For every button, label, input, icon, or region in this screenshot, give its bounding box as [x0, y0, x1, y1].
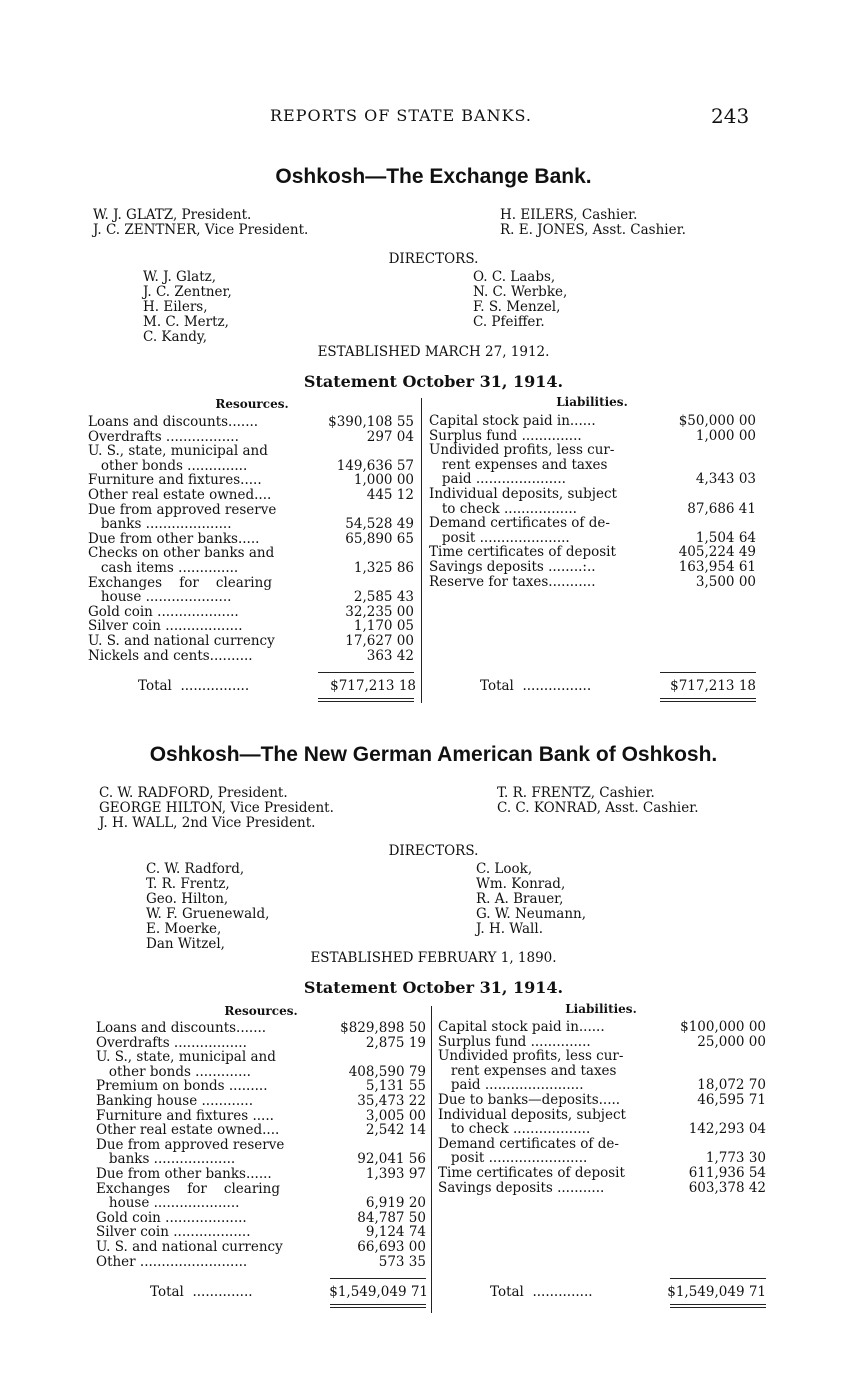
row-label: U. S., state, municipal and	[88, 443, 268, 460]
row-amount: 84,787 50	[357, 1209, 426, 1226]
row-label: Other real estate owned....	[88, 487, 272, 503]
row-amount: 163,954 61	[678, 559, 756, 575]
row-amount: 1,000 00	[353, 472, 414, 489]
row-label: paid .....................	[429, 471, 566, 488]
row-label: Time certificates of deposit	[438, 1165, 625, 1181]
row-amount: 5,131 55	[365, 1078, 426, 1095]
row-amount: 297 04	[366, 428, 414, 445]
double-rule	[330, 1307, 426, 1308]
director: E. Moerke,	[146, 921, 222, 937]
row-label: Other .........................	[96, 1253, 248, 1270]
bank2-officers-right	[497, 786, 699, 816]
column-divider	[431, 1006, 432, 1313]
row-amount: 17,627 00	[345, 633, 414, 649]
row-amount: 1,504 64	[695, 529, 756, 546]
row-label: Savings deposits ...........	[438, 1179, 605, 1196]
row-label: Exchanges for clearing	[96, 1180, 280, 1197]
double-rule	[330, 1304, 426, 1305]
row-label: Other real estate owned....	[96, 1122, 280, 1139]
row-label: Banking house ............	[96, 1093, 254, 1109]
row-amount: $829,898 50	[340, 1020, 426, 1036]
bank2-directors-right	[476, 862, 586, 937]
row-label: Gold coin ...................	[96, 1209, 247, 1226]
row-label: Undivided profits, less cur-	[429, 442, 615, 459]
officer: J. C. ZENTNER, Vice President.	[93, 222, 309, 238]
double-rule	[670, 1304, 766, 1305]
director: C. Look,	[476, 861, 533, 877]
director: N. C. Werbke,	[473, 284, 568, 300]
row-amount: 1,325 86	[353, 560, 414, 576]
row-amount: 573 35	[378, 1253, 426, 1270]
row-label: Overdrafts .................	[96, 1034, 247, 1051]
row-label: Silver coin ..................	[88, 618, 243, 635]
double-rule	[670, 1307, 766, 1308]
director: R. A. Brauer,	[476, 891, 564, 907]
director: J. C. Zentner,	[143, 284, 232, 300]
bank1-directors-right	[473, 270, 567, 330]
row-amount: 408,590 79	[348, 1063, 426, 1080]
total-amount: $1,549,049 71	[329, 1284, 428, 1300]
row-amount: 2,585 43	[353, 589, 414, 606]
row-amount: 142,293 04	[688, 1121, 766, 1138]
bank2-officers-left	[99, 786, 334, 831]
row-amount: 87,686 41	[687, 500, 756, 517]
row-label: Gold coin ...................	[88, 603, 239, 620]
row-label: banks ....................	[88, 516, 232, 533]
row-label: Capital stock paid in......	[429, 413, 596, 429]
row-label: U. S. and national currency	[88, 633, 275, 649]
row-amount: 35,473 22	[357, 1093, 426, 1109]
row-label: Overdrafts .................	[88, 428, 239, 445]
row-label: Nickels and cents..........	[88, 647, 253, 664]
director: O. C. Laabs,	[473, 269, 556, 285]
total-amount: $717,213 18	[330, 678, 416, 694]
row-label: cash items ..............	[88, 560, 239, 576]
row-label: Due to banks—deposits.....	[438, 1092, 621, 1108]
bank2-directors-left	[146, 862, 269, 952]
officer: R. E. JONES, Asst. Cashier.	[500, 222, 686, 238]
row-amount: 25,000 00	[697, 1033, 766, 1050]
row-amount: $50,000 00	[678, 413, 756, 429]
row-amount: 363 42	[366, 647, 414, 664]
bank1-liabilities-heading: Liabilities.	[556, 395, 628, 409]
bank1-resources-heading: Resources.	[215, 397, 289, 411]
officer: H. EILERS, Cashier.	[500, 207, 638, 223]
bank1-directors-left	[143, 270, 232, 345]
bank1-officers-right	[500, 208, 686, 238]
row-amount: 405,224 49	[678, 544, 756, 561]
director: T. R. Frentz,	[146, 876, 230, 892]
row-amount: $100,000 00	[680, 1019, 766, 1035]
bank2-statement-title: Statement October 31, 1914.	[303, 978, 564, 997]
page-number: 243	[711, 104, 750, 128]
row-label: Due from approved reserve	[96, 1136, 285, 1153]
row-amount: 1,000 00	[695, 427, 756, 444]
row-label: Due from other banks......	[96, 1166, 272, 1182]
row-amount: 2,542 14	[365, 1122, 426, 1139]
row-amount: 32,235 00	[345, 603, 414, 620]
row-label: to check .................	[429, 500, 577, 517]
row-label: posit .....................	[429, 529, 570, 546]
row-amount: 1,393 97	[365, 1166, 426, 1182]
row-label: Surplus fund ..............	[438, 1033, 591, 1050]
total-label: Total ..............	[490, 1284, 593, 1300]
row-amount: 611,936 54	[688, 1165, 766, 1181]
rule	[318, 672, 414, 673]
row-label: Checks on other banks and	[88, 545, 275, 562]
director: M. C. Mertz,	[143, 314, 229, 330]
row-label: Demand certificates of de-	[438, 1135, 619, 1152]
row-label: Demand certificates of de-	[429, 515, 610, 532]
double-rule	[318, 698, 414, 699]
double-rule	[318, 701, 414, 702]
row-amount: 1,773 30	[705, 1150, 766, 1167]
rule	[660, 672, 756, 673]
row-amount: 65,890 65	[345, 530, 414, 547]
bank2-established: ESTABLISHED FEBRUARY 1, 1890.	[310, 950, 557, 966]
row-label: paid .......................	[438, 1077, 584, 1094]
total-label: Total ..............	[150, 1284, 253, 1300]
director: W. J. Glatz,	[143, 269, 217, 285]
bank1-title: Oshkosh—The Exchange Bank.	[275, 165, 592, 188]
row-amount: 2,875 19	[365, 1034, 426, 1051]
row-amount: 3,500 00	[695, 573, 756, 590]
bank1-officers-left	[93, 208, 308, 238]
running-title: REPORTS OF STATE BANKS.	[270, 106, 533, 125]
row-amount: 1,170 05	[353, 618, 414, 635]
row-label: house ....................	[88, 589, 232, 606]
officer: J. H. WALL, 2nd Vice President.	[99, 815, 316, 831]
row-amount: 149,636 57	[336, 457, 414, 474]
column-divider	[421, 398, 422, 703]
director: F. S. Menzel,	[473, 299, 561, 315]
row-label: Exchanges for clearing	[88, 574, 272, 591]
row-amount: 3,005 00	[365, 1107, 426, 1124]
director: H. Eilers,	[143, 299, 208, 315]
row-label: posit .......................	[438, 1150, 588, 1167]
total-amount: $1,549,049 71	[667, 1284, 766, 1300]
bank1-directors-heading: DIRECTORS.	[388, 251, 479, 267]
bank2-title: Oshkosh—The New German American Bank of Oshkosh.	[149, 743, 718, 766]
row-amount: 6,919 20	[365, 1195, 426, 1212]
officer: W. J. GLATZ, President.	[93, 207, 252, 223]
row-label: Loans and discounts.......	[96, 1020, 267, 1036]
director: Geo. Hilton,	[146, 891, 229, 907]
row-label: Capital stock paid in......	[438, 1019, 605, 1035]
row-label: Time certificates of deposit	[429, 544, 616, 561]
row-label: banks ...................	[96, 1151, 236, 1168]
row-amount: 92,041 56	[357, 1151, 426, 1168]
row-label: Premium on bonds .........	[96, 1078, 268, 1095]
director: C. Pfeiffer.	[473, 314, 545, 330]
officer: C. C. KONRAD, Asst. Cashier.	[497, 800, 699, 816]
row-amount: 603,378 42	[688, 1179, 766, 1196]
row-label: Silver coin ..................	[96, 1224, 251, 1241]
row-amount: 9,124 74	[365, 1224, 426, 1241]
row-label: Individual deposits, subject	[429, 486, 617, 502]
bank2-liabilities-heading: Liabilities.	[565, 1002, 637, 1016]
bank2-resources-heading: Resources.	[224, 1004, 298, 1018]
officer: T. R. FRENTZ, Cashier.	[497, 785, 655, 801]
row-amount: 66,693 00	[357, 1239, 426, 1255]
row-label: Due from approved reserve	[88, 501, 277, 518]
director: C. Kandy,	[143, 329, 208, 345]
director: Wm. Konrad,	[476, 876, 566, 892]
row-amount: 54,528 49	[345, 516, 414, 533]
double-rule	[660, 698, 756, 699]
director: J. H. Wall.	[476, 921, 543, 937]
bank2-directors-heading: DIRECTORS.	[388, 843, 479, 859]
row-label: house ....................	[96, 1195, 240, 1212]
director: C. W. Radford,	[146, 861, 245, 877]
row-label: Individual deposits, subject	[438, 1106, 626, 1123]
row-label: rent expenses and taxes	[438, 1062, 617, 1079]
page-header	[0, 106, 867, 130]
rule	[670, 1278, 766, 1279]
row-label: U. S., state, municipal and	[96, 1049, 276, 1066]
rule	[330, 1278, 426, 1279]
director: W. F. Gruenewald,	[146, 906, 270, 922]
officer: C. W. RADFORD, President.	[99, 785, 288, 801]
director: G. W. Neumann,	[476, 906, 587, 922]
row-amount: 46,595 71	[697, 1092, 766, 1108]
row-label: U. S. and national currency	[96, 1239, 283, 1255]
row-label: other bonds ..............	[88, 457, 248, 474]
row-label: Surplus fund ..............	[429, 427, 582, 444]
row-label: Furniture and fixtures .....	[96, 1107, 274, 1124]
row-label: Reserve for taxes...........	[429, 573, 596, 590]
row-amount: 4,343 03	[695, 471, 756, 488]
row-amount: $390,108 55	[328, 414, 414, 430]
row-label: Loans and discounts.......	[88, 414, 259, 430]
row-label: rent expenses and taxes	[429, 456, 608, 473]
row-label: to check ..................	[438, 1121, 591, 1138]
director: Dan Witzel,	[146, 936, 225, 952]
total-label: Total ................	[138, 678, 250, 694]
row-amount: 445 12	[366, 487, 414, 503]
bank1-established: ESTABLISHED MARCH 27, 1912.	[317, 344, 550, 360]
total-label: Total ................	[480, 678, 592, 694]
row-label: Savings deposits ........:..	[429, 559, 596, 575]
row-label: other bonds .............	[96, 1063, 251, 1080]
officer: GEORGE HILTON, Vice President.	[99, 800, 334, 816]
bank1-statement-title: Statement October 31, 1914.	[303, 372, 564, 391]
row-label: Undivided profits, less cur-	[438, 1048, 624, 1065]
total-amount: $717,213 18	[670, 678, 756, 694]
row-amount: 18,072 70	[697, 1077, 766, 1094]
row-label: Furniture and fixtures.....	[88, 472, 262, 489]
row-label: Due from other banks.....	[88, 530, 260, 547]
double-rule	[660, 701, 756, 702]
